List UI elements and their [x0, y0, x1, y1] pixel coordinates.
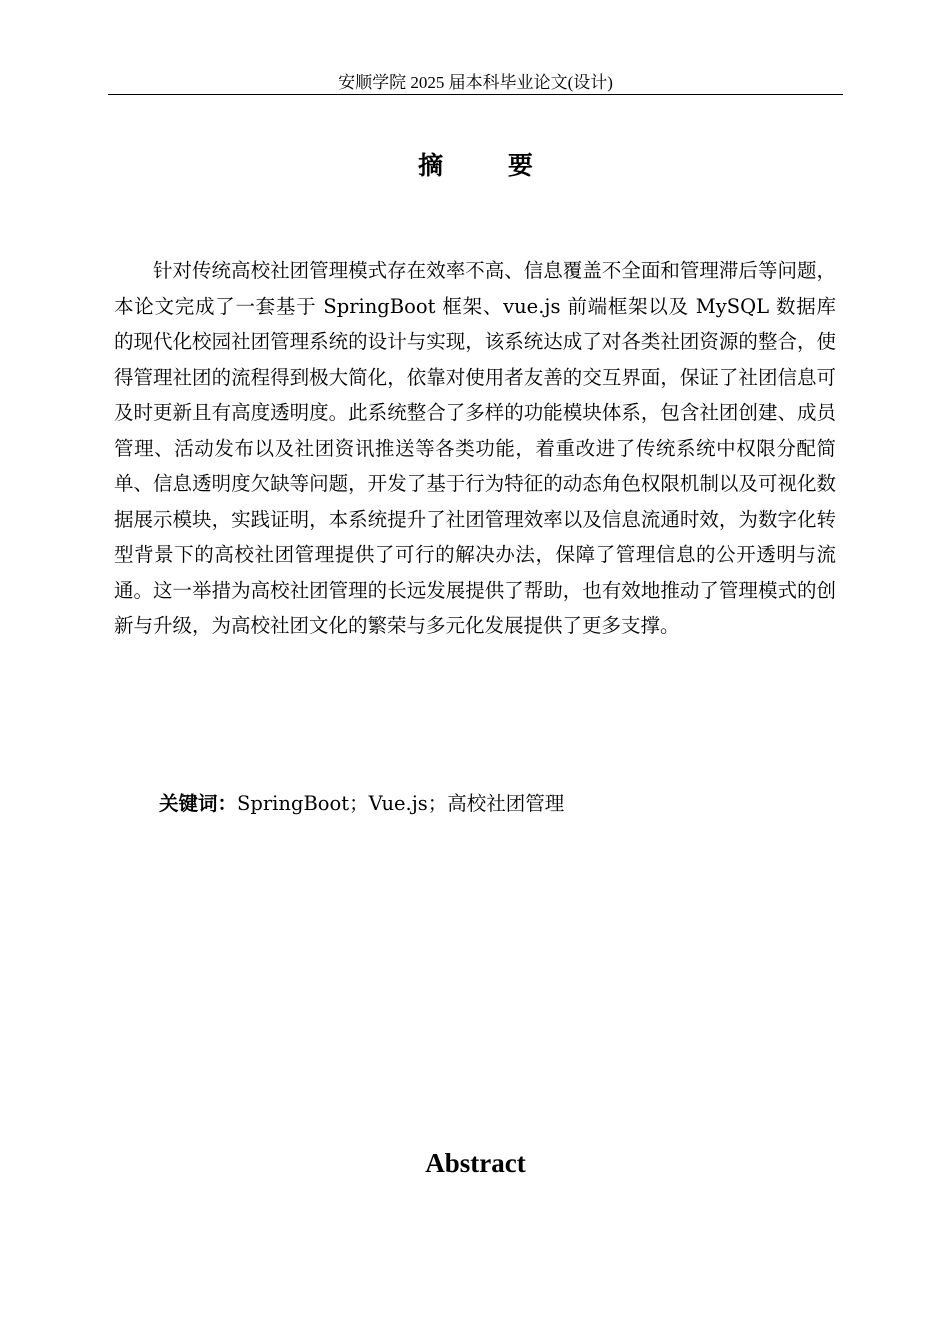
keywords-line [159, 788, 839, 820]
abstract-title-en: Abstract [425, 1148, 526, 1178]
header-rule [108, 94, 843, 95]
keywords-label: 关键词： [159, 792, 238, 815]
running-header: 安顺学院 2025 届本科毕业论文(设计) [338, 73, 613, 92]
abstract-body-paragraph: 针对传统高校社团管理模式存在效率不高、信息覆盖不全面和管理滞后等问题，本论文完成了一套基于 SpringBoot 框架、vue.js 前端框架以及 MySQL 数据库的现代化校园社团管理系统的设计与实现，该系统达成了对各类社团资源的整合，使得管理社团的流程得到极大简化，依靠对使用者友善的交互界面，保证了社团信息可及时更新且有高度透明度。此系统整合了多样的功能模块体系，包含社团创建、成员管理、活动发布以及社团资讯推送等各类功能，着重改进了传统系统中权限分配简单、信息透明度欠缺等问题，开发了基于行为特征的动态角色权限机制以及可视化数据展示模块，实践证明，本系统提升了社团管理效率以及信息流通时效，为数字化转型背景下的高校社团管理提供了可行的解决办法，保障了管理信息的公开透明与流通。这一举措为高校社团管理的长远发展提供了帮助，也有效地推动了管理模式的创新与升级，为高校社团文化的繁荣与多元化发展提供了更多支撑。 [114, 259, 836, 637]
keywords-value: SpringBoot；Vue.js；高校社团管理 [237, 792, 565, 815]
abstract-title-cn: 摘 要 [418, 151, 561, 180]
